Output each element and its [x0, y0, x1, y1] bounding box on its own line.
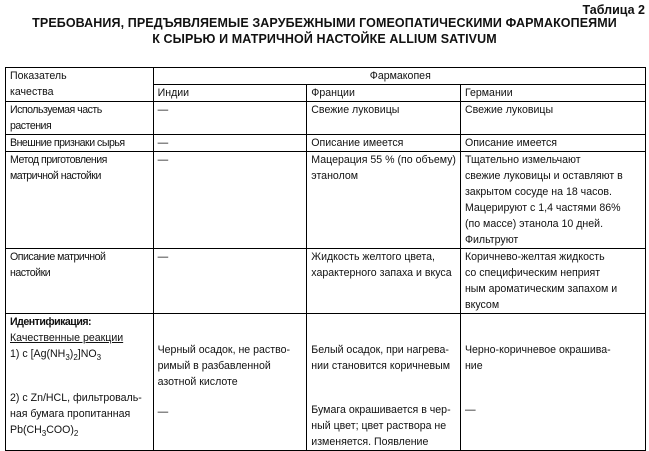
text-line: Жидкость желтого цвета,	[311, 251, 436, 263]
cell-germany	[460, 249, 645, 314]
cell-india: —	[153, 152, 307, 249]
row-plant-part-label	[6, 102, 154, 135]
label-line: Используемая часть	[10, 104, 102, 116]
text-line: Мацерация 55 % (по объему)	[311, 154, 456, 166]
text-line: Бумага окрашивается в чер-	[311, 404, 451, 416]
cell-germany	[460, 152, 645, 249]
pharmacopoeia-table	[5, 67, 646, 451]
table-title	[0, 15, 649, 47]
text-line: —	[464, 404, 476, 416]
cell-india: —	[153, 249, 307, 314]
label-line: Описание матричной	[10, 251, 106, 263]
header-india: Индии	[153, 85, 307, 102]
text-line: Фильтруют	[464, 234, 519, 246]
label-line: растения	[10, 120, 52, 132]
reaction-2-formula: $Pb(CH_3COO)_2$	[10, 424, 79, 439]
cell-india: —	[153, 102, 307, 135]
label-line: настойки	[10, 267, 51, 279]
cell-france	[307, 152, 461, 249]
cell-india	[153, 314, 307, 451]
cell-france: Описание имеется	[307, 135, 461, 152]
reaction-2-line: ная бумага пропитанная	[10, 408, 131, 420]
reaction-2-line: 2) с Zn/HCL, фильтроваль-	[10, 392, 142, 404]
row-identification-label	[6, 314, 154, 451]
text-line: Коричнево-желтая жидкость	[464, 251, 605, 263]
text-line: азотной кислоте	[157, 376, 238, 388]
text-line: —	[157, 406, 169, 418]
text-line: со специфическим неприят	[464, 267, 601, 279]
text-line: закрытом сосуде на 18 часов.	[464, 186, 612, 198]
header-germany: Германии	[460, 85, 645, 102]
text-line: ние	[464, 360, 483, 372]
text-line: нии становится коричневым	[311, 360, 451, 372]
text-line: (по массе) этанола 10 дней.	[464, 218, 604, 230]
row-description-label	[6, 249, 154, 314]
title-line-1: ТРЕБОВАНИЯ, ПРЕДЪЯВЛЯЕМЫЕ ЗАРУБЕЖНЫМИ ГОМЕОПАТИЧЕСКИМИ ФАРМАКОПЕЯМИ	[32, 16, 617, 30]
cell-france	[307, 314, 461, 451]
cell-india: —	[153, 135, 307, 152]
table-number: Таблица 2	[582, 3, 645, 17]
row-description	[6, 249, 646, 314]
header-param-line-2: качества	[10, 86, 54, 98]
header-row-top	[6, 68, 646, 85]
row-plant-part	[6, 102, 646, 135]
identification-heading: Идентификация:	[10, 316, 92, 328]
header-param-cell	[6, 68, 154, 102]
title-line-2: К СЫРЬЮ И МАТРИЧНОЙ НАСТОЙКЕ ALLIUM SATIVUM	[152, 32, 497, 46]
text-line: Мацерируют с 1,4 частями 86%	[464, 202, 621, 214]
cell-france: Свежие луковицы	[307, 102, 461, 135]
header-france: Франции	[307, 85, 461, 102]
text-line: этанолом	[311, 170, 359, 182]
text-line: римый в разбавленной	[157, 360, 271, 372]
cell-germany: Описание имеется	[460, 135, 645, 152]
row-method	[6, 152, 646, 249]
text-line: ный цвет; цвет раствора не	[311, 420, 447, 432]
cell-france	[307, 249, 461, 314]
text-line: вкусом	[464, 299, 500, 311]
row-method-label	[6, 152, 154, 249]
label-line: матричной настойки	[10, 170, 101, 182]
header-param-line-1: Показатель	[10, 70, 67, 82]
text-line: ным ароматическим запахом и	[464, 283, 618, 295]
text-line: Черный осадок, не раство-	[157, 344, 291, 356]
text-line: характерного запаха и вкуса	[311, 267, 452, 279]
text-line: Тщательно измельчают	[464, 154, 581, 166]
text-line: свежие луковицы и оставляют в	[464, 170, 623, 182]
reaction-1-formula: 1) с $[Ag(NH_3)_2]NO_3$	[10, 348, 102, 363]
header-pharmacopoeia: Фармакопея	[153, 68, 645, 85]
row-identification	[6, 314, 646, 451]
row-raw-signs-label: Внешние признаки сырья	[6, 135, 154, 152]
cell-germany: Свежие луковицы	[460, 102, 645, 135]
text-line: Белый осадок, при нагрева-	[311, 344, 449, 356]
text-line: изменяется. Появление	[311, 436, 429, 448]
text-line: Черно-коричневое окрашива-	[464, 344, 611, 356]
identification-subheading: Качественные реакции	[10, 332, 124, 344]
cell-germany	[460, 314, 645, 451]
row-raw-signs	[6, 135, 646, 152]
label-line: Метод приготовления	[10, 154, 107, 166]
